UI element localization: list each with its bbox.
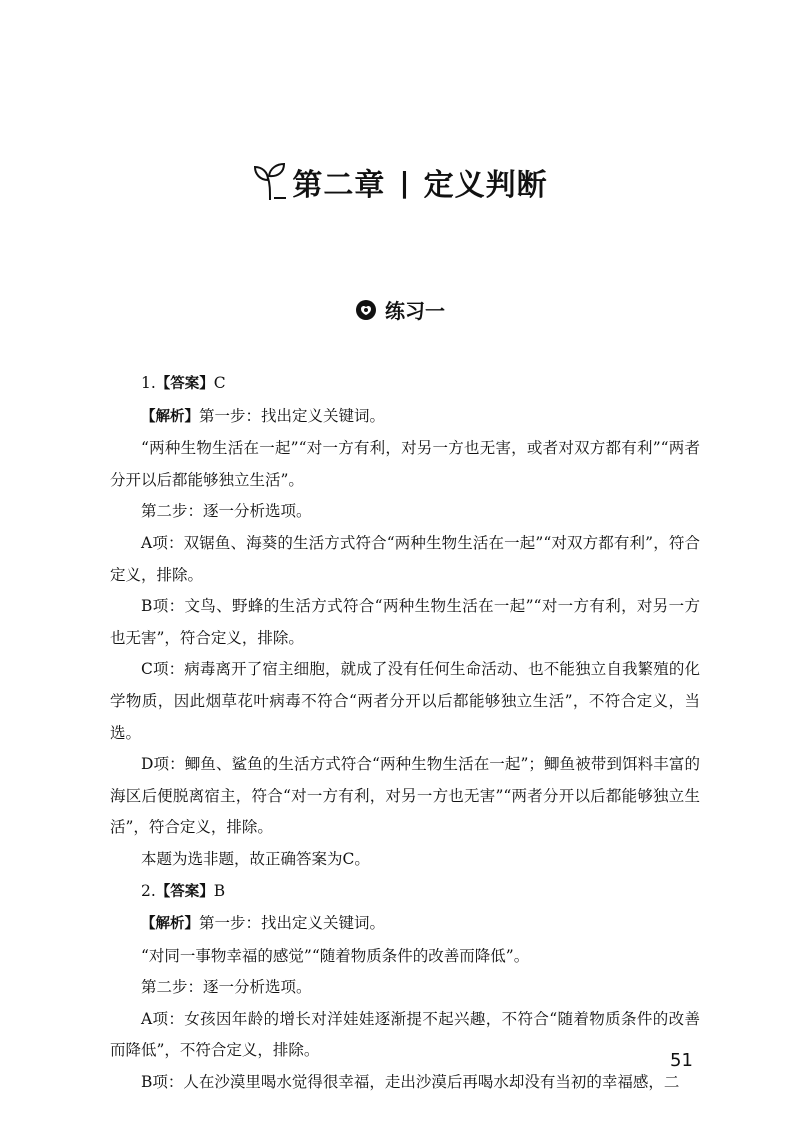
q2-answer-tag: 【答案】 <box>155 883 214 900</box>
chapter-title: 定义判断 <box>423 168 548 203</box>
q1-analysis-line <box>110 401 700 434</box>
answer-content <box>110 368 700 1099</box>
section-emblem-icon <box>355 299 377 321</box>
q2-analysis-tag: 【解析】 <box>141 916 199 933</box>
q2-option-a: A项：女孩因年龄的增长对洋娃娃逐渐提不起兴趣，不符合“随着物质条件的改善而降低”，不符合定义，排除。 <box>110 1009 700 1060</box>
q1-step2: 第二步：逐一分析选项。 <box>141 502 312 521</box>
section-title: 练习一 <box>385 299 445 323</box>
q1-answer: C <box>213 374 226 392</box>
q2-answer-line <box>110 876 700 909</box>
chapter-divider: | <box>399 165 410 199</box>
q1-analysis-tag: 【解析】 <box>141 408 199 425</box>
q2-step2: 第二步：逐一分析选项。 <box>141 978 312 997</box>
chapter-number: 第二章 <box>292 168 386 203</box>
q2-analysis-line <box>110 908 700 941</box>
q1-answer-tag: 【答案】 <box>155 376 214 392</box>
section-heading <box>0 295 800 324</box>
q2-keywords: “对同一事物幸福的感觉”“随着物质条件的改善而降低”。 <box>141 946 530 965</box>
q1-option-c: C项：病毒离开了宿主细胞，就成了没有任何生命活动、也不能独立自我繁殖的化学物质，因此烟草花叶病毒不符合“两者分开以后都能够独立生活”，不符合定义，当选。 <box>110 660 700 742</box>
sprout-icon <box>252 160 288 204</box>
q1-answer-line <box>110 368 700 401</box>
q2-answer: B <box>213 881 226 900</box>
q2-number: 2. <box>141 881 156 900</box>
q1-keywords: “两种生物生活在一起”“对一方有利，对另一方也无害，或者对双方都有利”“两者分开以后都能够独立生活”。 <box>110 439 700 489</box>
page-number: 51 <box>670 1050 693 1071</box>
q1-option-b: B项：文鸟、野蜂的生活方式符合“两种生物生活在一起”“对一方有利，对另一方也无害”，符合定义，排除。 <box>110 597 700 647</box>
q2-step1: 第一步：找出定义关键词。 <box>199 914 386 933</box>
q1-number: 1. <box>141 374 156 392</box>
q1-step1: 第一步：找出定义关键词。 <box>199 406 386 425</box>
q1-option-d: D项：鲫鱼、鲨鱼的生活方式符合“两种生物生活在一起”；鲫鱼被带到饵料丰富的海区后便脱离宿主，符合“对一方有利，对另一方也无害”“两者分开以后都能够独立生活”，符合定义，排除。 <box>110 755 700 837</box>
chapter-heading <box>0 160 800 204</box>
q1-conclusion: 本题为选非题，故正确答案为C。 <box>141 849 370 868</box>
q2-option-b: B项：人在沙漠里喝水觉得很幸福，走出沙漠后再喝水却没有当初的幸福感，二 <box>141 1073 680 1092</box>
q1-option-a: A项：双锯鱼、海葵的生活方式符合“两种生物生活在一起”“对双方都有利”，符合定义，排除。 <box>110 533 700 584</box>
